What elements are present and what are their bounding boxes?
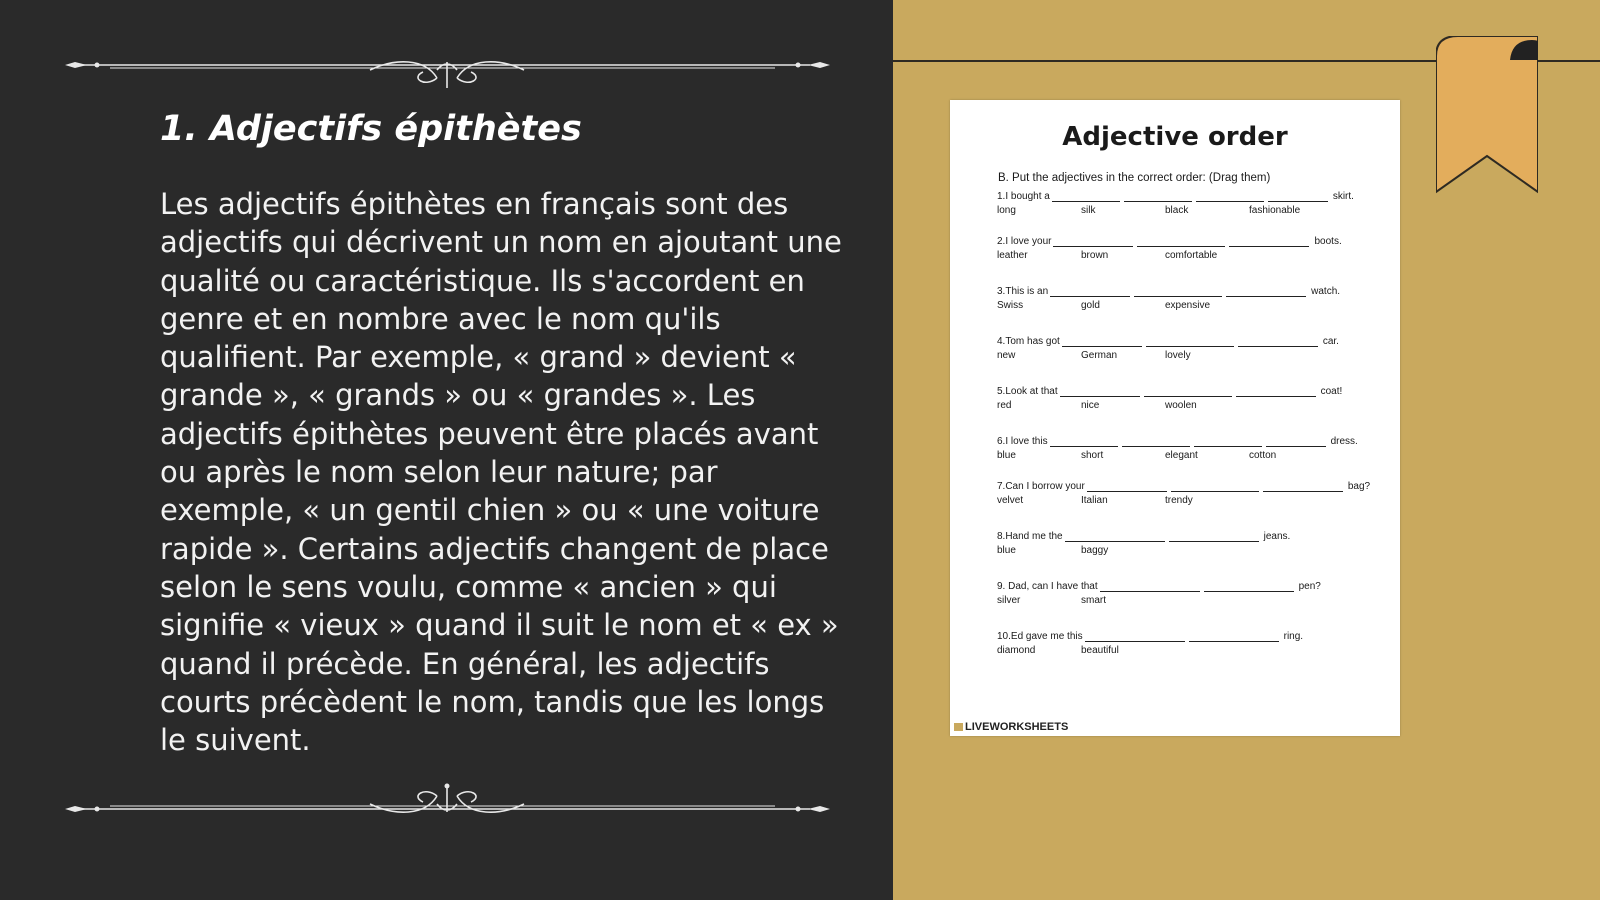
exercise-item — [997, 283, 1357, 314]
sentence-end: bag? — [1347, 481, 1371, 492]
answer-blank[interactable] — [1065, 531, 1165, 542]
exercise-item — [997, 233, 1357, 264]
answer-blank[interactable] — [1050, 436, 1118, 447]
sentence-start: 2.I love your — [997, 236, 1052, 247]
adjective-option[interactable]: lovely — [1165, 350, 1191, 361]
sentence-start: 3.This is an — [997, 286, 1049, 297]
liveworksheets-logo — [954, 721, 1068, 733]
adjective-option[interactable]: silver — [997, 595, 1021, 606]
adjective-option[interactable]: long — [997, 205, 1016, 216]
sentence-end: dress. — [1330, 436, 1358, 447]
sentence-start: 1.I bought a — [997, 191, 1050, 202]
sentence-end: car. — [1322, 336, 1339, 347]
bottom-flourish-divider — [65, 778, 830, 818]
logo-icon — [954, 723, 963, 731]
exercise-item — [997, 628, 1357, 659]
exercise-item — [997, 528, 1357, 559]
answer-blank[interactable] — [1229, 236, 1309, 247]
adjective-option[interactable]: trendy — [1165, 495, 1193, 506]
sentence-end: pen? — [1298, 581, 1321, 592]
answer-blank[interactable] — [1134, 286, 1222, 297]
adjective-options — [997, 595, 1357, 609]
exercise-item — [997, 433, 1357, 464]
answer-blank[interactable] — [1196, 191, 1264, 202]
answer-blank[interactable] — [1169, 531, 1259, 542]
answer-blank[interactable] — [1062, 336, 1142, 347]
adjective-option[interactable]: woolen — [1165, 400, 1197, 411]
answer-blank[interactable] — [1263, 481, 1343, 492]
answer-blank[interactable] — [1050, 286, 1130, 297]
answer-blank[interactable] — [1085, 631, 1185, 642]
adjective-option[interactable]: short — [1081, 450, 1104, 461]
adjective-option[interactable]: brown — [1081, 250, 1109, 261]
adjective-option[interactable]: diamond — [997, 645, 1036, 656]
adjective-option[interactable]: red — [997, 400, 1012, 411]
sentence-end: jeans. — [1263, 531, 1291, 542]
adjective-options — [997, 350, 1357, 364]
answer-blank[interactable] — [1060, 386, 1140, 397]
adjective-option[interactable]: Swiss — [997, 300, 1024, 311]
answer-blank[interactable] — [1146, 336, 1234, 347]
adjective-option[interactable]: smart — [1081, 595, 1106, 606]
adjective-option[interactable]: velvet — [997, 495, 1024, 506]
sentence-start: 4.Tom has got — [997, 336, 1060, 347]
adjective-option[interactable]: new — [997, 350, 1016, 361]
exercise-sentence — [997, 188, 1357, 202]
adjective-option[interactable]: baggy — [1081, 545, 1109, 556]
answer-blank[interactable] — [1100, 581, 1200, 592]
adjective-option[interactable]: beautiful — [1081, 645, 1119, 656]
answer-blank[interactable] — [1266, 436, 1326, 447]
bookmark-ribbon-icon — [1436, 36, 1538, 196]
answer-blank[interactable] — [1226, 286, 1306, 297]
adjective-option[interactable]: comfortable — [1165, 250, 1218, 261]
adjective-option[interactable]: gold — [1081, 300, 1100, 311]
exercise-item — [997, 578, 1357, 609]
exercise-sentence — [997, 383, 1357, 397]
sentence-end: ring. — [1283, 631, 1304, 642]
exercise-sentence — [997, 528, 1357, 542]
adjective-option[interactable]: German — [1081, 350, 1118, 361]
answer-blank[interactable] — [1122, 436, 1190, 447]
adjective-option[interactable]: blue — [997, 450, 1016, 461]
worksheet-title: Adjective order — [1062, 122, 1288, 152]
sentence-end: watch. — [1311, 286, 1341, 297]
exercise-sentence — [997, 333, 1357, 347]
adjective-options — [997, 300, 1357, 314]
sentence-start: 10.Ed gave me this — [997, 631, 1083, 642]
exercise-item — [997, 478, 1371, 509]
adjective-option[interactable]: cotton — [1249, 450, 1277, 461]
exercise-item — [997, 333, 1357, 364]
adjective-options — [997, 545, 1357, 559]
top-flourish-divider — [65, 48, 830, 88]
adjective-option[interactable]: nice — [1081, 400, 1100, 411]
exercise-sentence — [997, 478, 1371, 492]
answer-blank[interactable] — [1236, 386, 1316, 397]
exercise-sentence — [997, 233, 1357, 247]
answer-blank[interactable] — [1194, 436, 1262, 447]
answer-blank[interactable] — [1189, 631, 1279, 642]
exercise-sentence — [997, 283, 1357, 297]
exercise-item — [997, 188, 1357, 219]
adjective-options — [997, 495, 1357, 509]
slide-body-text: Les adjectifs épithètes en français sont des adjectifs qui décrivent un nom en ajoutant une qualité ou caractéristique. Ils s'accordent en genre et en nombre avec le nom qu'ils qualifient. Par exemple, « grand » devient « grande », « grands » ou « grandes ». Les adjectifs épithètes peuvent être placés avant ou après le nom selon leur nature; par exemple, « un gentil chien » ou « une voiture rapide ». Certains adjectifs changent de place selon le sens voulu, comme « ancien » qui signifie « vieux » quand il suit le nom et « ex » quand il précède. En général, les adjectifs courts précèdent le nom, tandis que les longs le suivent. — [160, 187, 842, 758]
adjective-options — [997, 250, 1357, 264]
exercise-sentence — [997, 433, 1357, 447]
adjective-option[interactable]: fashionable — [1249, 205, 1301, 216]
adjective-option[interactable]: silk — [1081, 205, 1096, 216]
sentence-start: 5.Look at that — [997, 386, 1058, 397]
worksheet-instruction: B. Put the adjectives in the correct order: (Drag them) — [998, 172, 1271, 184]
adjective-option[interactable]: leather — [997, 250, 1028, 261]
exercise-sentence — [997, 578, 1357, 592]
answer-blank[interactable] — [1053, 236, 1133, 247]
sentence-start: 9. Dad, can I have that — [997, 581, 1098, 592]
answer-blank[interactable] — [1124, 191, 1192, 202]
adjective-option[interactable]: Italian — [1081, 495, 1108, 506]
logo-text: LIVEWORKSHEETS — [965, 721, 1069, 733]
exercise-item — [997, 383, 1357, 414]
adjective-option[interactable]: expensive — [1165, 300, 1211, 311]
adjective-options — [997, 645, 1357, 659]
answer-blank[interactable] — [1087, 481, 1167, 492]
sentence-end: boots. — [1314, 236, 1342, 247]
sentence-end: skirt. — [1332, 191, 1354, 202]
sentence-start: 7.Can I borrow your — [997, 481, 1085, 492]
exercise-sentence — [997, 628, 1357, 642]
answer-blank[interactable] — [1144, 386, 1232, 397]
answer-blank[interactable] — [1171, 481, 1259, 492]
worksheet-image — [950, 100, 1400, 736]
answer-blank[interactable] — [1238, 336, 1318, 347]
adjective-option[interactable]: elegant — [1165, 450, 1198, 461]
adjective-options — [997, 450, 1357, 464]
answer-blank[interactable] — [1268, 191, 1328, 202]
answer-blank[interactable] — [1204, 581, 1294, 592]
adjective-option[interactable]: blue — [997, 545, 1016, 556]
answer-blank[interactable] — [1137, 236, 1225, 247]
sentence-end: coat! — [1320, 386, 1343, 397]
adjective-option[interactable]: black — [1165, 205, 1189, 216]
adjective-options — [997, 205, 1357, 219]
adjective-options — [997, 400, 1357, 414]
sentence-start: 6.I love this — [997, 436, 1048, 447]
slide-title: 1. Adjectifs épithètes — [160, 109, 582, 149]
sentence-start: 8.Hand me the — [997, 531, 1063, 542]
answer-blank[interactable] — [1052, 191, 1120, 202]
